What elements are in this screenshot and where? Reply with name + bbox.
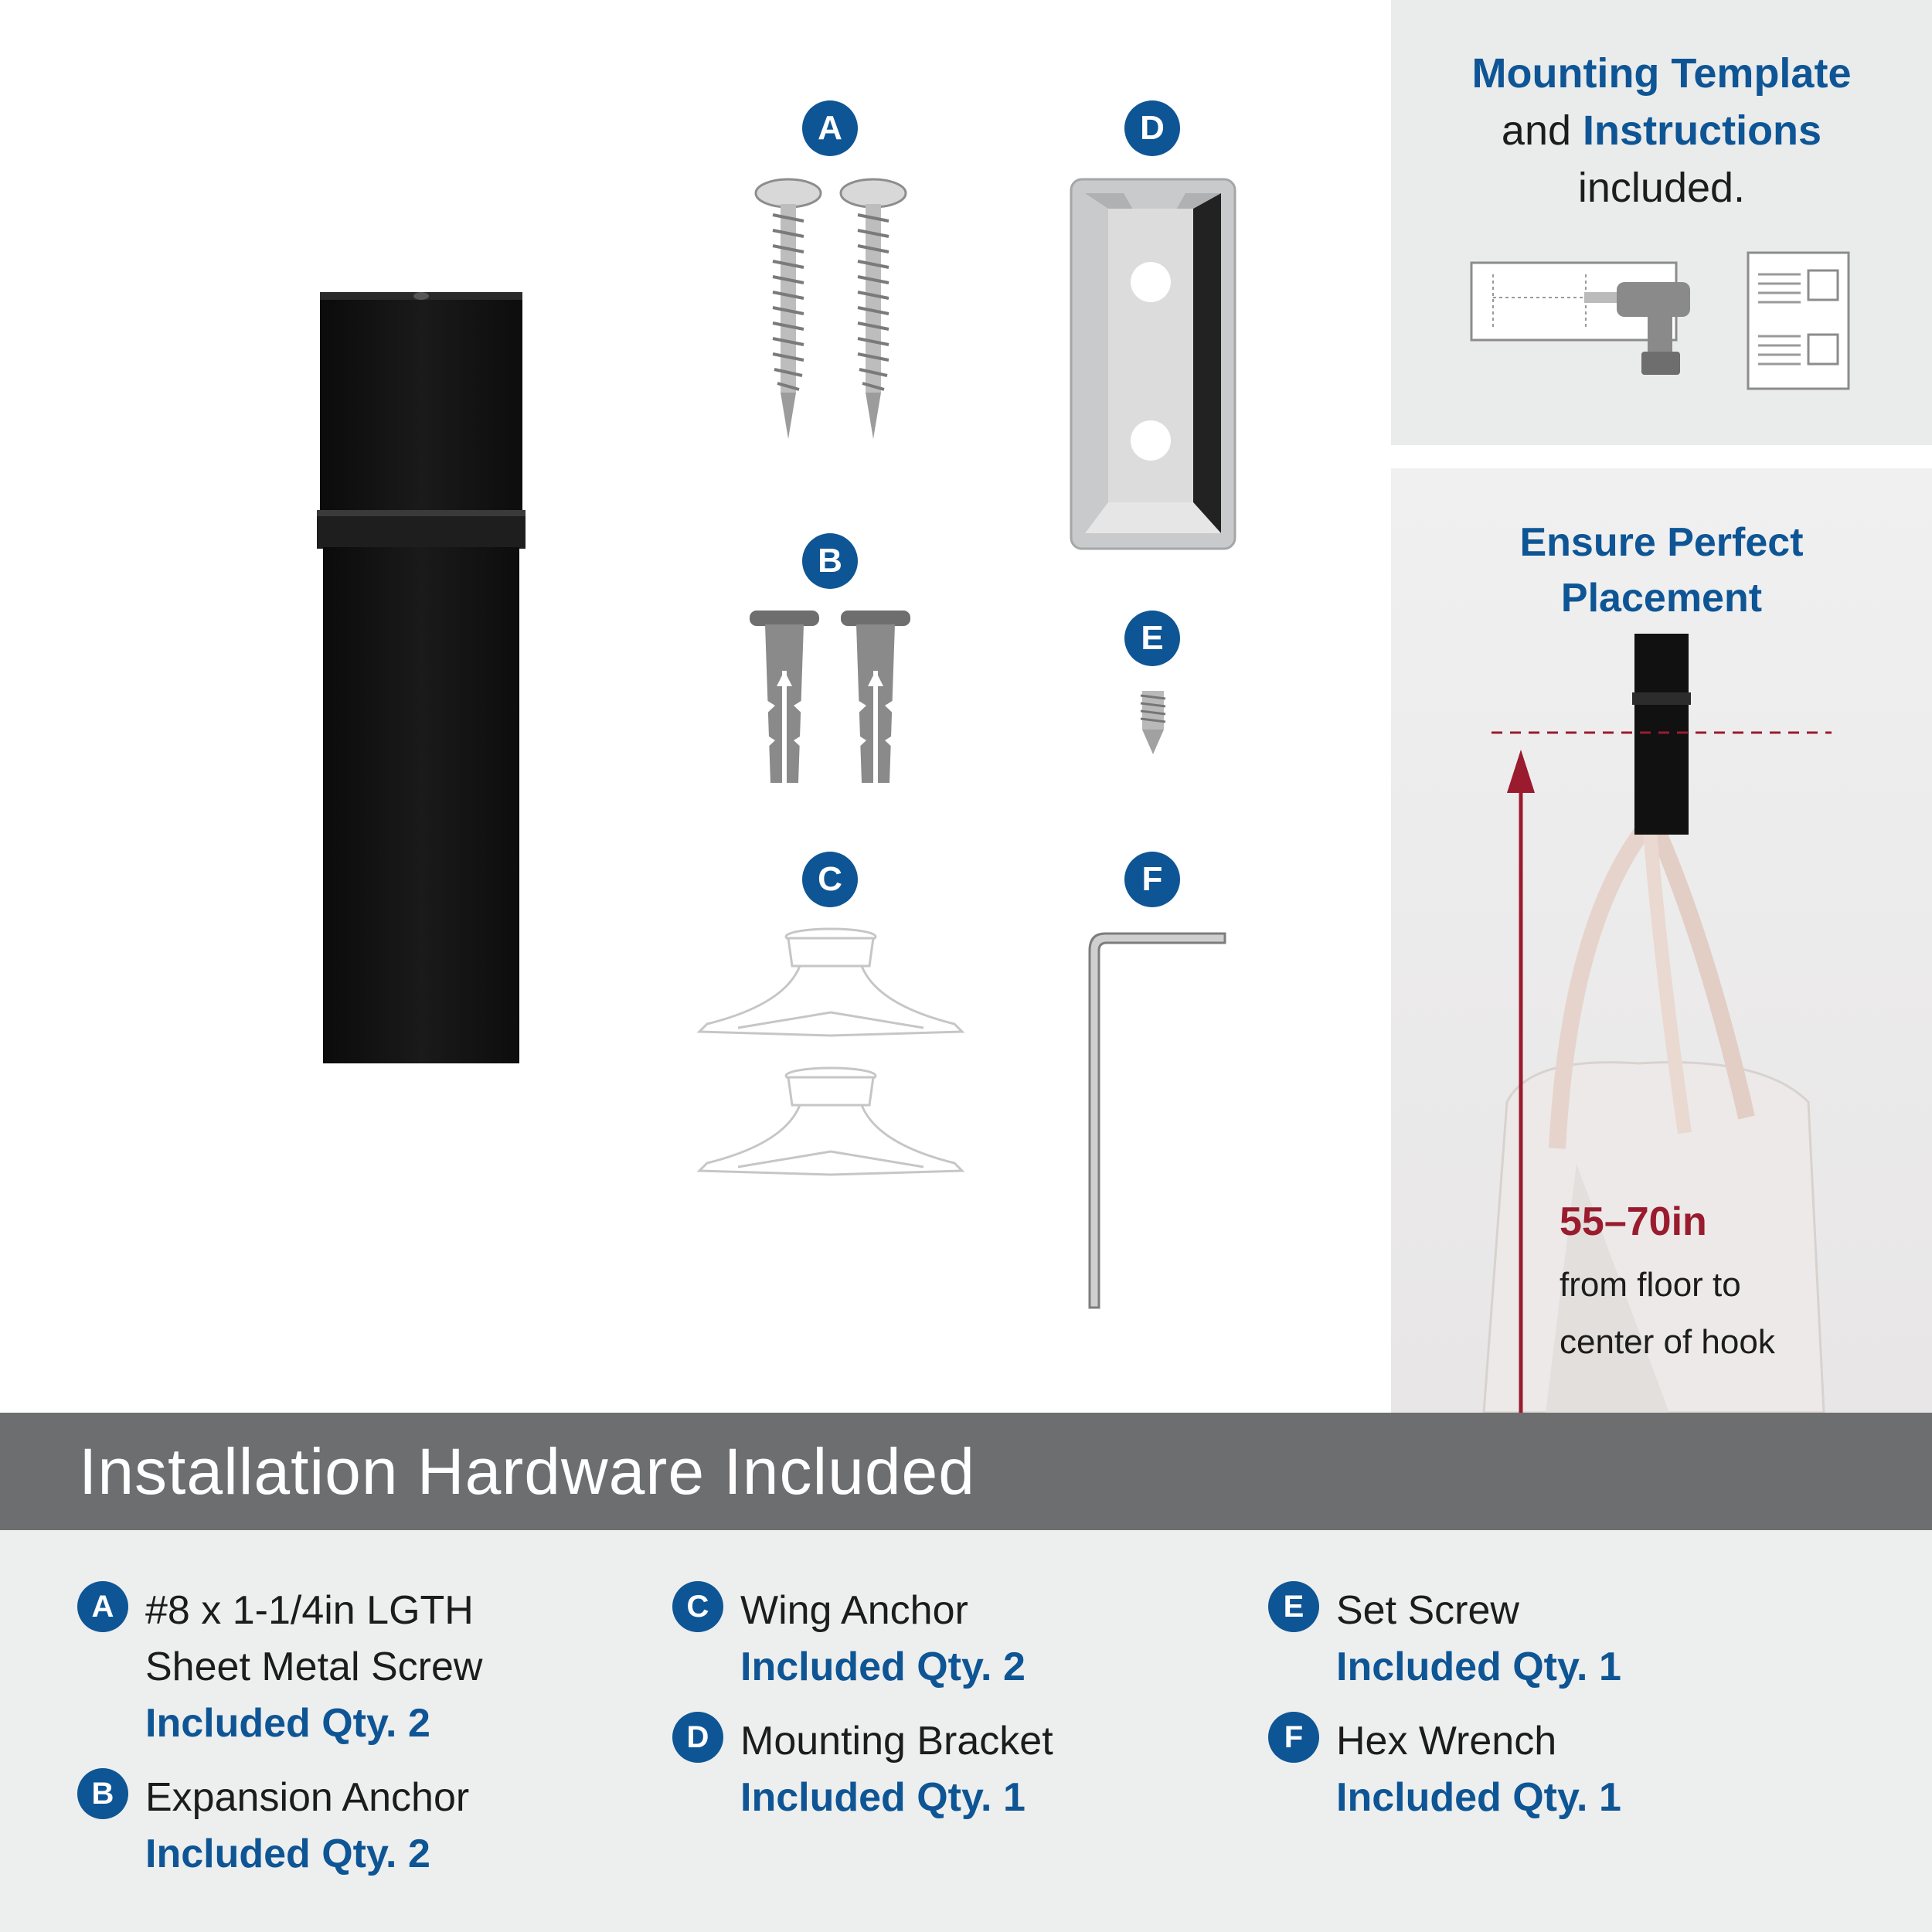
legend-name-d: Mounting Bracket — [740, 1719, 1053, 1764]
placement-heading-line2: Placement — [1560, 576, 1763, 621]
mounting-bracket-icon — [1070, 178, 1236, 550]
placement-heading-line1: Ensure Perfect — [1519, 520, 1804, 565]
legend-text-c — [740, 1583, 1026, 1696]
placement-panel — [1391, 468, 1932, 1413]
legend-name-e: Set Screw — [1336, 1588, 1519, 1633]
wing-anchor-icon — [692, 927, 970, 1182]
legend-text-d — [740, 1713, 1053, 1826]
hardware-banner — [0, 1413, 1932, 1530]
legend-text-f — [1336, 1713, 1621, 1826]
part-label-d: D — [1124, 100, 1180, 156]
legend-name-f: Hex Wrench — [1336, 1719, 1557, 1764]
legend-badge-a: A — [77, 1581, 128, 1632]
legend-badge-b: B — [77, 1768, 128, 1819]
drill-template-icon — [1470, 255, 1702, 386]
legend-qty-e: Included Qty. 1 — [1336, 1645, 1621, 1689]
legend-name-b: Expansion Anchor — [145, 1775, 470, 1820]
legend-qty-a: Included Qty. 2 — [145, 1701, 430, 1746]
template-included: included. — [1577, 165, 1746, 211]
legend-badge-f: F — [1268, 1712, 1319, 1763]
part-label-f: F — [1124, 852, 1180, 907]
legend-badge-d: D — [672, 1712, 723, 1763]
instructions-sheet-icon — [1747, 251, 1851, 390]
hex-wrench-icon — [1082, 927, 1229, 1314]
template-title: Mounting Template — [1471, 50, 1852, 97]
part-label-a: A — [802, 100, 858, 156]
sheet-metal-screw-icon — [750, 176, 912, 447]
mounting-template-panel — [1391, 0, 1932, 445]
part-label-e: E — [1124, 611, 1180, 666]
legend-name-a-line2: Sheet Metal Screw — [145, 1645, 483, 1689]
hook-product-image — [309, 286, 541, 1074]
part-label-c: C — [802, 852, 858, 907]
instructions-title: Instructions — [1583, 107, 1822, 154]
legend-name-c: Wing Anchor — [740, 1588, 968, 1633]
legend-text-b — [145, 1770, 469, 1883]
legend-name-a-line1: #8 x 1-1/4in LGTH — [145, 1588, 474, 1633]
expansion-anchor-icon — [746, 609, 916, 794]
placement-range: 55–70in — [1560, 1199, 1707, 1244]
legend-text-a — [145, 1583, 482, 1752]
set-screw-icon — [1136, 688, 1170, 757]
legend-badge-c: C — [672, 1581, 723, 1632]
legend-qty-d: Included Qty. 1 — [740, 1775, 1026, 1820]
banner-title: Installation Hardware Included — [79, 1435, 975, 1508]
legend-qty-b: Included Qty. 2 — [145, 1832, 430, 1876]
hardware-legend — [0, 1530, 1932, 1932]
legend-text-e — [1336, 1583, 1621, 1696]
part-label-b: B — [802, 533, 858, 589]
placement-desc-line2: center of hook — [1560, 1323, 1775, 1361]
template-and: and — [1501, 107, 1572, 154]
placement-desc-line1: from floor to — [1560, 1266, 1741, 1304]
placement-description — [1560, 1257, 1915, 1371]
legend-qty-f: Included Qty. 1 — [1336, 1775, 1621, 1820]
legend-badge-e: E — [1268, 1581, 1319, 1632]
template-panel-text — [1391, 45, 1932, 216]
legend-qty-c: Included Qty. 2 — [740, 1645, 1026, 1689]
